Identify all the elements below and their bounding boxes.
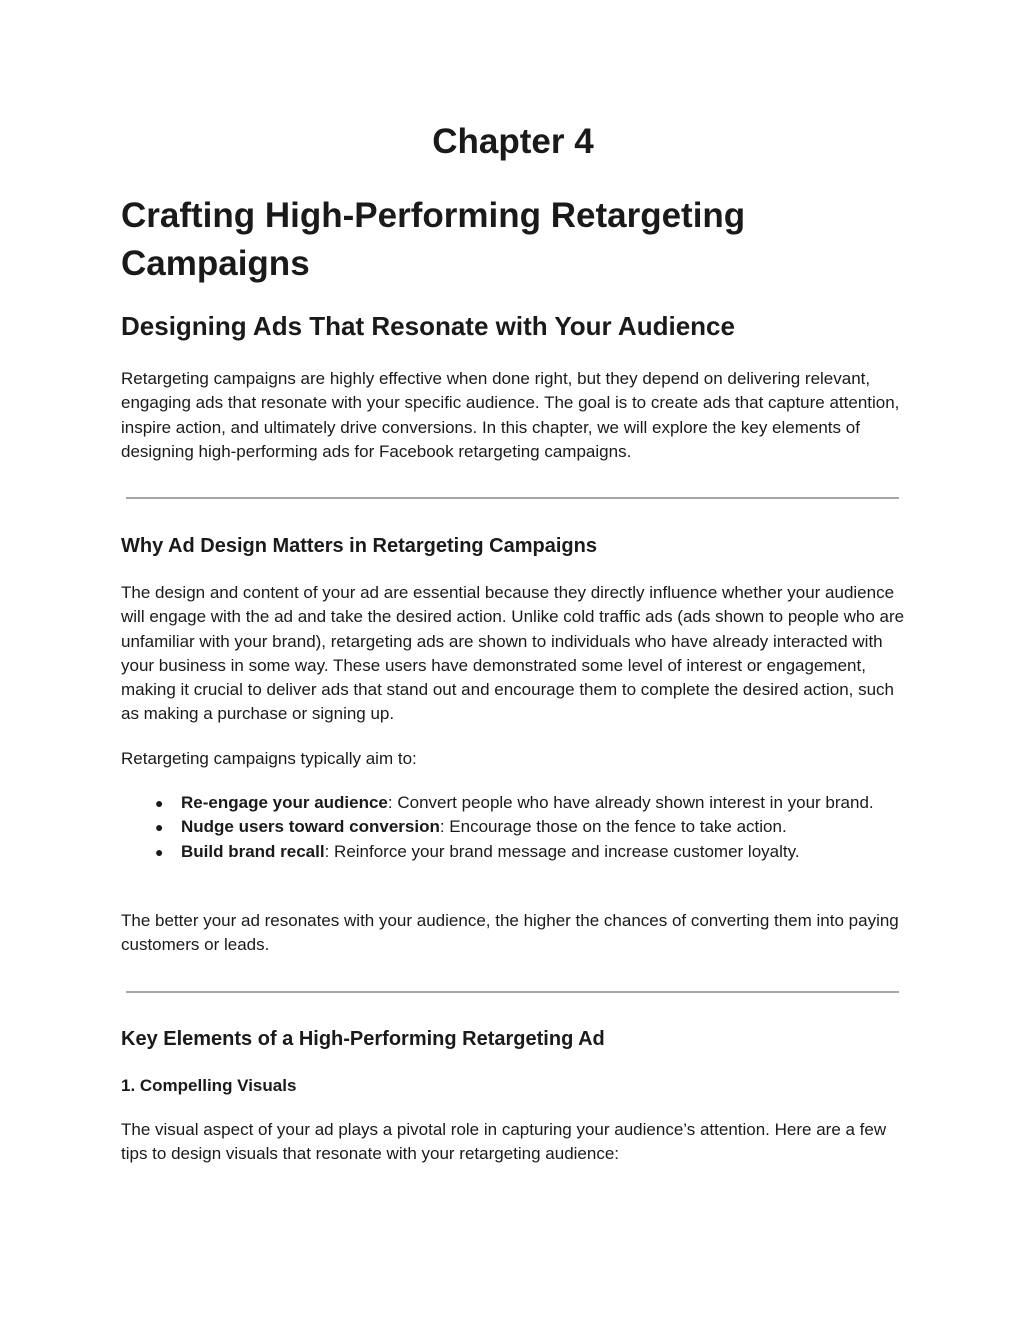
list-item-text: : Reinforce your brand message and increase customer loyalty. xyxy=(324,841,800,861)
list-item xyxy=(121,815,905,839)
divider xyxy=(126,991,899,993)
bullet-icon: ● xyxy=(155,819,164,836)
visuals-paragraph: The visual aspect of your ad plays a pivotal role in capturing your audience’s attention. Here are a few tips to design visuals that resonate with your retargeting audience: xyxy=(121,1120,887,1164)
chapter-title: Crafting High-Performing Retargeting Campaigns xyxy=(121,196,746,283)
bullet-icon: ● xyxy=(155,795,164,811)
chapter-subtitle: Designing Ads That Resonate with Your Audience xyxy=(121,311,735,341)
list-item-text: : Encourage those on the fence to take action. xyxy=(439,817,787,837)
list-item-bold: Re-engage your audience xyxy=(181,793,388,812)
conclusion-paragraph: The better your ad resonates with your audience, the higher the chances of converting them into paying customers or leads. xyxy=(121,911,899,955)
divider xyxy=(126,497,899,499)
why-design-paragraph: The design and content of your ad are essential because they directly influence whether your audience will engage with the ad and take the desired action. Unlike cold traffic ads (ads shown to people who are unfamiliar with your brand), retargeting ads are shown to individuals who have already interacted with your business in some way. These users have demonstrated some level of interest or engagement, making it crucial to deliver ads that stand out and encourage them to complete the desired action, such as making a purchase or signing up. xyxy=(121,583,905,724)
goals-intro-paragraph: Retargeting campaigns typically aim to: xyxy=(121,749,417,768)
section-heading-why-ad-design: Why Ad Design Matters in Retargeting Campaigns xyxy=(121,535,597,557)
subheading-compelling-visuals: 1. Compelling Visuals xyxy=(121,1076,297,1095)
list-item-bold: Build brand recall xyxy=(181,841,325,861)
chapter-label: Chapter 4 xyxy=(432,122,594,161)
intro-paragraph: Retargeting campaigns are highly effective when done right, but they depend on delivering relevant, engaging ads that resonate with your specific audience. The goal is to create ads that capture attention, inspire action, and ultimately drive conversions. In this chapter, we will explore the key elements of designing high-performing ads for Facebook retargeting campaigns. xyxy=(121,369,900,461)
section-heading-key-elements: Key Elements of a High-Performing Retargeting Ad xyxy=(121,1028,605,1050)
list-item-text: : Convert people who have already shown interest in your brand. xyxy=(387,793,874,812)
list-item xyxy=(121,791,905,815)
goals-list xyxy=(121,791,905,864)
list-item xyxy=(121,840,905,864)
list-item-bold: Nudge users toward conversion xyxy=(181,817,440,837)
bullet-icon: ● xyxy=(155,843,164,860)
